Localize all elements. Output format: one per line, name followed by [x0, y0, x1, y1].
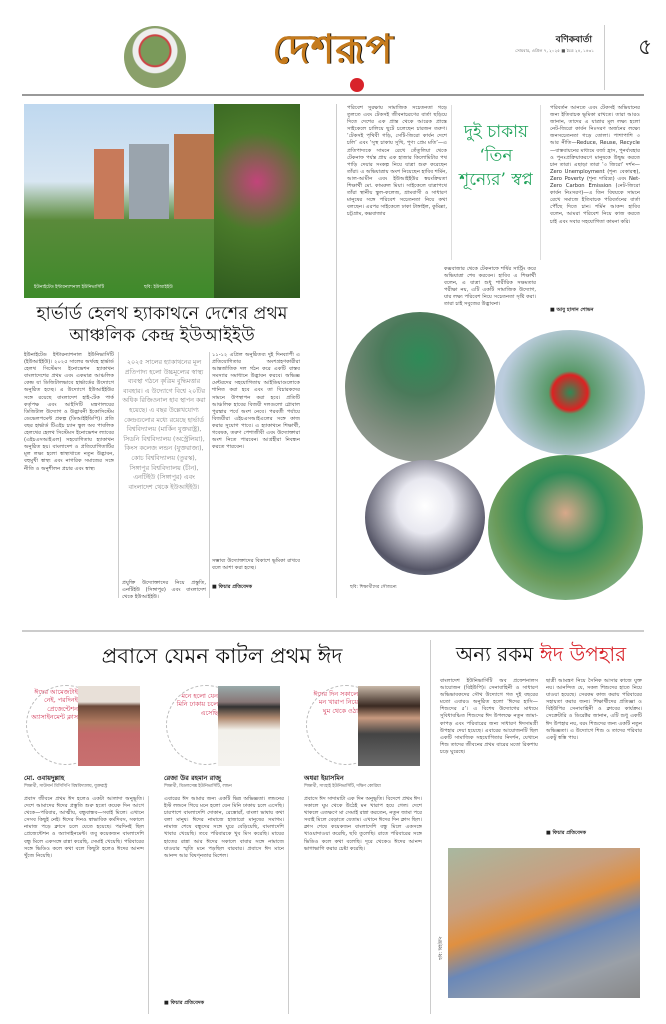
- story2-byline: ■ আবু হাসান শোভন: [550, 307, 594, 313]
- story1-headline: হার্ভার্ড হেলথ হ্যাকাথনে দেশের প্রথম আঞ্চলিক কেন্দ্র ইউআইইউ: [36, 304, 288, 346]
- campus-photo: [24, 104, 300, 298]
- profile-quote: ঈদের দিন সকালে মন খারাপ নিয়ে ঘুম থেকে ওঠা: [313, 690, 358, 715]
- section2-headline: প্রবাসে যেমন কাটল প্রথম ঈদ: [101, 644, 343, 668]
- cyclists-photo-2: [495, 330, 645, 455]
- section-divider: [22, 630, 644, 632]
- story2-col-mid: কক্সবাজার থেকে টেকনাফে শর্ষির সার্ট্রিং করে অভিযাত্রা শেষ করবেন। হাবিব এ শিক্ষার্থী বলেন, এ যাত্রা শুধু শারীরিক সক্ষমতার পরীক্ষা নয়, এটি একটি সামাজিক উদ্যোগ, যার লক্ষ্য পরিবেশ নিয়ে সচেতনতা সৃষ্টি করা। তারা চাই সবুজের উদ্ভাবনা।: [444, 266, 536, 308]
- section3-col2: ছাত্রী আমন্ত্রণ নিয়ে সৈনিক আসার কাজে যুক্ত নয়। আনন্দিত যে, সকল শিশুদের হাতে নিয়ে যাওয়া হয়েছে। সেরকম কাজ করায় পরিবারের সহায়তা করার জন্য। শিক্ষার্থীদের প্রতিজ্ঞা ও বিইউপির সেনাবাহিনী ও ক্লাবের কার্যক্রম। সেক্রেটারি ও ডিরেক্টর জানান, এটি শুধু একটি ঈদ উপহার নয়, বরং শিশুদের জন্য একটি নতুন অভিজ্ঞতা। এ উদ্যোগে শিশু ও তাদের পরিবার একটু স্বস্তি পায়।: [546, 678, 642, 741]
- profile-name: অধরা ইয়াসমিন: [304, 774, 344, 782]
- masthead-red-dot: [350, 78, 364, 92]
- story1-col3: ১১-১২ এপ্রিল অনুষ্ঠিতব্য দুই দিনব্যাপী এ প্রতিযোগিতার অংশগ্রহণকারীরা আন্তর্জাতিক দল গঠন করে একটি বাস্তব সমস্যার সমাধানে উদ্ভাবন করবে। অভিজ্ঞ মেন্টরদের সহযোগিতায় আইডিয়াগুলোকে শানিত করা হবে এবং তা বিচারকদের সামনে উপস্থাপন করা হবে। প্রতিটি আঞ্চলিক হাবের বিজয়ী দলগুলো গ্লোবাল পুরস্কার পর্বে অংশ নেবে। পরবর্তী পর্যায়ে বিজয়ীরা এইচএসআইএলের সঙ্গে কাজ করার সুযোগ পাবে। এ হ্যাকাথনে শিক্ষার্থী, গবেষক, তরুণ পেশাজীবী এবং উদ্যোক্তারা অংশ নিতে পারবেন। আগ্রহীরা নিবন্ধন করতে পারবেন।: [212, 352, 300, 451]
- profile-title: শিক্ষার্থী, সাংহাই ইউনিভার্সিটি, দক্ষিণ কোরিয়া: [304, 784, 381, 789]
- cyclists-photo-4: [488, 455, 643, 600]
- profile-title: শিক্ষার্থী, সাউদার্ন মিসিসিপি বিশ্ববিদ্যালয়, যুক্তরাষ্ট্র: [24, 784, 108, 789]
- profile-photo: [358, 686, 420, 766]
- headline-red: ঈদ উপহার: [539, 642, 627, 666]
- story2-col2: পরিবর্তন আনতে এবং টেকসই অভিযানের জন্য ইতিবাচক ভূমিকা রাখতে। তারা আরও জানান, তাদের এ যাত্রার মূল লক্ষ্য হলো নেট-জিরো কার্বন নিঃসরণ অর্জনের লক্ষ্যে জনসচেতনতা গড়ে তোলা। পাশাপাশি ৩ আর নীতি—Reduce, Reuse, Recycle—বাস্তবায়নের মাধ্যমে বর্জ্য হ্রাস, পুনর্ব্যবহার ও পুনঃপ্রক্রিয়াকরণে মানুষকে উদ্বুদ্ধ করতে চান তারা। এছাড়া তারা ‘৩ জিরো’ দর্শন—Zero Unemployment (শূন্য বেকারত্ব), Zero Poverty (শূন্য দারিদ্র্য) এবং Net-Zero Carbon Emission (নেট-জিরো কার্বন নিঃসরণ)—এ তিন বিষয়কে সামনে রেখে সমাজে ইতিবাচক পরিবর্তনের বার্তা পৌঁছে দিতে চান। শর্মিন আকন্দ হাবিব বলেন, আমরা পরিবেশ নিয়ে কাজ করতে চাই এবং সবার সহযোগিতা কামনা করি।: [550, 105, 640, 225]
- profile-title: শিক্ষার্থী, মিডলসেক্স ইউনিভার্সিটি, লন্ডন: [164, 784, 232, 789]
- headline-black: অন্য রকম: [455, 642, 534, 666]
- page-number: ৫: [638, 35, 653, 60]
- issue-date: সোমবার, এপ্রিল ৭, ২০২৫ ■ চৈত্র ২৪, ১৪৩১: [515, 48, 594, 53]
- photo-credit: ছবি: ইউআইইউ: [144, 285, 173, 290]
- profile-quote: ঈদের আমেজটাই নেই, পরদিনই প্রেজেন্টেশন অ্যাসাইনমেন্ট ক্লাস: [31, 688, 78, 721]
- profile-photo: [78, 686, 140, 766]
- cyclists-photo-1: [345, 312, 495, 462]
- section3-byline: ■ ফিচার প্রতিবেদক: [546, 830, 587, 836]
- header-emblem-photo: [124, 26, 186, 88]
- story2-photo-credit: ছবি: শিক্ষার্থীদের সৌজন্যে: [350, 585, 397, 590]
- story1-col3-tail: সম্ভাব্য উদ্যোক্তাদের বিকাশে ভূমিকা রাখবে বলে আশা করা হচ্ছে।: [212, 558, 300, 572]
- profile-body: এবারের ঈদ আমার জন্য একটি ভিন্ন অভিজ্ঞতা। লন্ডনের ইস্ট লন্ডনে গিয়ে মনে হলো যেন মিনি ঢাকায় চলে এসেছি। চারপাশে বাংলাদেশি দোকান, রেস্তোরাঁ, বাংলা ভাষায় কথা বলা মানুষ। ঈদের নামাজে হাজারো মানুষের সমাগম। নামাজ শেষে বন্ধুদের সঙ্গে ঘুরে বেড়িয়েছি, বাংলাদেশি খাবার খেয়েছি। তবে পরিবারকে খুব মিস করেছি। মায়ের হাতের রান্না আর ঈদের সকালে বাবার সঙ্গে নামাজে যাওয়ার স্মৃতি মনে পড়ছিল বারবার। প্রবাসে ঈদ মানে আনন্দ আর বিষণ্নতার মিশেল।: [164, 796, 284, 859]
- story1-col2-tail: প্রযুক্তি উদ্যোক্তাদের নিয়ে প্রস্তুতি, এনটিইউ (সিঙ্গাপুর) এবং বাংলাদেশ থেকে ইউআইইউ।: [122, 580, 206, 601]
- story1-byline: ■ ফিচার প্রতিবেদক: [212, 584, 253, 590]
- section3-headline: [436, 640, 646, 673]
- story1-col1: ইউনাইটেড ইন্টারন্যাশনাল ইউনিভার্সিটি (ইউআইইউ)। ২০২৫ সালের অর্থবহ হার্ভার্ড হেলথ সিস্টেমস ইনোভেশন হ্যাকাথন বাংলাদেশের প্রথম এবং একমাত্র আঞ্চলিক কেন্দ্র যা ডিজিটালভাবে হার্ভার্ডের উদ্যোগে অনুষ্ঠিত হচ্ছে। এ উদ্যোগে ইউআইইউর সঙ্গে রয়েছে বাংলাদেশ হাই-টেক পার্ক কর্তৃপক্ষ এবং আইসিটি মন্ত্রণালয়ের ডিজিটাল উদ্যোগ ও উদ্ভাবনী ইকোসিস্টেম ডেভেলপমেন্ট প্রকল্প (ডিআইইডিপি)। প্রতি বছর হার্ভার্ড টিএইচ চ্যান স্কুল অব পাবলিক হেলথের হেলথ সিস্টেমস ইনোভেশন ল্যাবের (এইচএসআইএল) সহযোগিতায় হ্যাকাথন অনুষ্ঠিত হয়। বাংলাদেশ ও প্রতিযোগিতাটির মূল লক্ষ্য হলো স্বাস্থ্যখাতে নতুন উদ্ভাবন, বহুমুখী স্বাস্থ্য এবং নাগরিক সমাজের সঙ্গে নীতি ও অনুশীলন প্রচার এবং স্বাস্থ্য: [24, 352, 114, 472]
- profile-name: রেজা উর রহমান রাজু: [164, 774, 221, 782]
- profile-body: প্রবাসে ঈদ সাদামাটা এক দিন অনুভূতি। বিদেশে প্রথম ঈদ। সকালে ঘুম থেকে উঠেই মন খারাপ হয়ে গেল। দেশে থাকলে এতক্ষণে মা সেমাই রান্না করতেন, নতুন জামা পরে সবাই মিলে বেড়াতে যেতাম। এখানে ঈদের দিন ক্লাস ছিল। ক্লাস শেষে কয়েকজন বাংলাদেশি বন্ধু মিলে একসঙ্গে খাওয়াদাওয়া করেছি, ছবি তুলেছি। রাতে পরিবারের সঙ্গে ভিডিও কলে কথা বলেছি। দূরে থেকেও ঈদের আনন্দ ভাগাভাগি করার চেষ্টা করেছি।: [304, 796, 422, 852]
- story2-pull-title: দুই চাকায় ‘তিন শূন্যের’ স্বপ্ন: [459, 122, 533, 190]
- section3-col1: বাংলাদেশ ইউনিভার্সিটি অব প্রফেশনালস আয়োজন (বিইউপি)। সেনাবাহিনী ও সাধারণ অভিভাবকদের সৌথ উদ্যোগে গত দুই বছরের মতো এবারও অনুষ্ঠিত হলো ‘ঈদের হাসি—শিশুদের ৫’। এ বিশেষ উদ্যোগের মাধ্যমে সুবিধাবঞ্চিত শিশুদের ঈদ উপলক্ষে নতুন জামা-কাপড় এবং পরিবারের জন্য সাধারণ ঈদসামগ্রী উপহার দেয়া হয়েছে। এবারের আয়োজনটি ছিল একটি সামাজিক সহযোগিতার নিদর্শন, যেখানে শিশু তাদের জীবনের প্রথম বারের মতো রিকশায় চড়ে ঘুরেছে।: [440, 678, 538, 755]
- section2-byline: ■ ফিচার প্রতিবেদক: [164, 1000, 205, 1006]
- cyclists-photo-3: [365, 460, 485, 575]
- profile-body: প্রবাস জীবনে প্রথম ঈদ হলেও একটা আলাদা অনুভূতি। দেশে আমাদের ঈদের প্রস্তুতি শুরু হতো কয়েক দিন আগে থেকে—পরিবার, আত্মীয়, বন্ধুবান্ধব—সবাই মিলে। এখানে সেসব কিছুই নেই। ঈদের দিনও স্বাভাবিক কর্মদিবস, সকালে নামাজ পড়ে ক্লাসে চলে যেতে হয়েছে। পরদিনই ছিল প্রেজেন্টেশন ও অ্যাসাইনমেন্ট। তবু কয়েকজন বাংলাদেশি বন্ধু মিলে একসঙ্গে রান্না করেছি, সেমাই খেয়েছি। পরিবারের সঙ্গে ভিডিও কলে কথা বলে কিছুটা হলেও ঈদের আনন্দ খুঁজে নিয়েছি।: [24, 796, 144, 859]
- paper-name: বণিকবার্তা: [555, 35, 592, 45]
- rickshaw-photo: [448, 848, 640, 998]
- photo-caption: ইউনাইটেড ইন্টারন্যাশনাল ইউনিভার্সিটি: [34, 285, 105, 290]
- section3-photo-credit: ছবি: বিইউপি: [439, 936, 444, 960]
- profile-photo: [218, 686, 280, 766]
- masthead-logo: দেশরূপ: [272, 27, 394, 73]
- profile-name: মো. ওবায়দুল্লাহ: [24, 774, 65, 782]
- story2-col1: পরিবেশ সুরক্ষায় সামাজিক সচেতনতা গড়ে তুলতে এবং টেকসই জীবনাচরণের বার্তা ছড়িয়ে দিতে দেশের এক প্রান্ত থেকে আরেক প্রান্তে সাইকেলে চালিয়ে ছুটে চলেছেন চারজন তরুণ। ‘টেকসই পৃথিবী গড়ি, সেটি-জিরো কার্বন দেশে চলি’ এবং ‘সুস্থ চাকায় সুখি, পুণ্য প্রেম মতি’—এ প্রতিপাদ্যকে সামনে রেখে তেঁতুলিয়া থেকে টেকনাফ পর্যন্ত প্রায় এক হাজার কিলোমিটার পথ পাড়ি দেয়ার সংকল্প নিয়ে যাত্রা শুরু করেছেন তাঁরা। এ অভিযাত্রায় অংশ নিয়েছেন হাবিব শর্মিন, আল-আমীন এবং ইউআইইউর স্বয়ংক্রিয়তা শিক্ষার্থী মো. কামরুল মিয়া। সাইকেলে যাত্রাপথে তাঁরা স্থানীয় স্কুল-কলেজ, গ্রামবাসী ও সাধারণ মানুষের সঙ্গে পরিবেশ সচেতনতা নিয়ে কথা বলছেন। এরপর সাইকেলে ঢাকা টাঙ্গাইল, কুমিল্লা, চট্টগ্রাম, কক্সবাজার: [347, 105, 447, 218]
- profile-quote: মনে হলো যেন মিনি ঢাকায় চলে এসেছি: [176, 692, 218, 717]
- header-divider: [22, 94, 644, 96]
- story1-pull-quote: ২০২৫ সালের হ্যাকাথনের মূল প্রতিপাদ্য হলো উচ্চমূল্যের স্বাস্থ্য ব্যবস্থা গঠনে কৃত্রিম বুদ্ধিমত্তার ব্যবহার। এ উদ্যোগে বিশ্বে ২০টির অধিক রিজিওনাল হাব স্থাপন করা হয়েছে। এ বছর উল্লেখযোগ্য কেন্দ্রগুলোর মধ্যে রয়েছে হার্ভার্ড বিশ্ববিদ্যালয় (মার্কিন যুক্তরাষ্ট্র), সিডনি বিশ্ববিদ্যালয় (অস্ট্রেলিয়া), কিংস কলেজ লন্ডন (যুক্তরাজ্য), কোচ বিশ্ববিদ্যালয় (তুরস্ক), সিঙ্গাপুর বিশ্ববিদ্যালয় (চীন), এনটিইউ (সিঙ্গাপুর) এবং বাংলাদেশ থেকে ইউআইইউ।: [122, 359, 206, 491]
